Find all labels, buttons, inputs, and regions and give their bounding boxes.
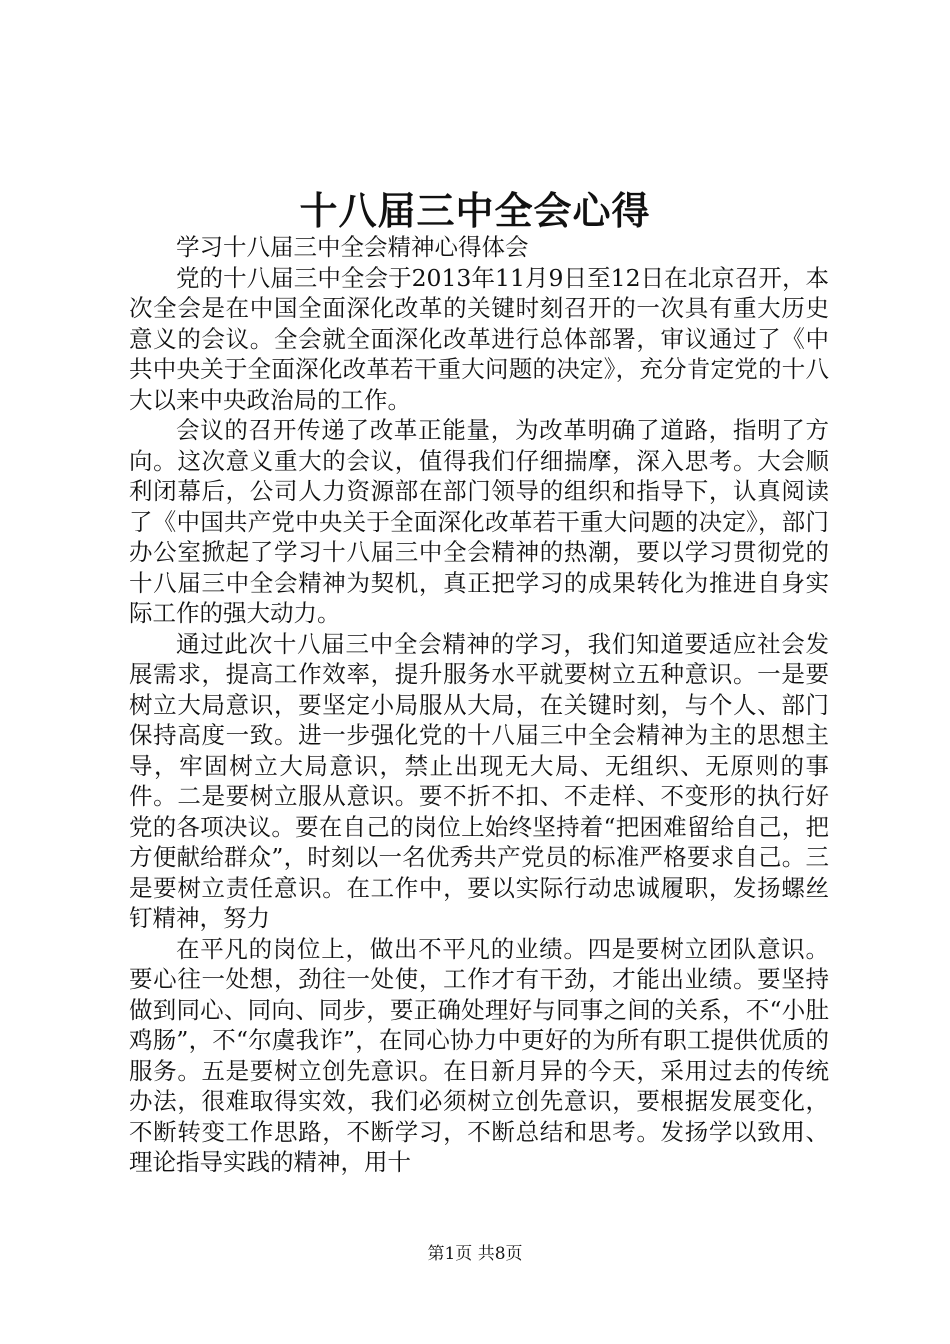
page-number-footer: 第1页 共8页 [427,1244,523,1264]
body-paragraph-4: 在平凡的岗位上，做出不平凡的业绩。四是要树立团队意识。要心往一处想，劲往一处使，工作才有干劲，才能出业绩。要坚持做到同心、同向、同步，要正确处理好与同事之间的关系，不“小肚鸡肠”，不“尔虞我诈”，在同心协力中更好的为所有职工提供优质的服务。五是要树立创先意识。在日新月异的今天，采用过去的传统办法，很难取得实效，我们必须树立创先意识，要根据发展变化，不断转变工作思路，不断学习，不断总结和思考。发扬学以致用、理论指导实践的精神，用十 [129,934,829,1176]
document-title: 十八届三中全会心得 [299,188,651,233]
document-body [129,232,829,1178]
body-paragraph-1: 党的十八届三中全会于2013年11月9日至12日在北京召开，本次全会是在中国全面深化改革的关键时刻召开的一次具有重大历史意义的会议。全会就全面深化改革进行总体部署，审议通过了《中共中央关于全面深化改革若干重大问题的决定》，充分肯定党的十八大以来中央政治局的工作。 [129,263,829,414]
subtitle-paragraph: 学习十八届三中全会精神心得体会 [176,233,529,261]
body-paragraph-2: 会议的召开传递了改革正能量，为改革明确了道路，指明了方向。这次意义重大的会议，值得我们仔细揣摩，深入思考。大会顺利闭幕后，公司人力资源部在部门领导的组织和指导下，认真阅读了《中国共产党中央关于全面深化改革若干重大问题的决定》，部门办公室掀起了学习十八届三中全会精神的热潮，要以学习贯彻党的十八届三中全会精神为契机，真正把学习的成果转化为推进自身实际工作的强大动力。 [129,416,829,627]
body-paragraph-3: 通过此次十八届三中全会精神的学习，我们知道要适应社会发展需求，提高工作效率，提升服务水平就要树立五种意识。一是要树立大局意识，要坚定小局服从大局，在关键时刻，与个人、部门保持高度一致。进一步强化党的十八届三中全会精神为主的思想主导，牢固树立大局意识，禁止出现无大局、无组织、无原则的事件。二是要树立服从意识。要不折不扣、不走样、不变形的执行好党的各项决议。要在自己的岗位上始终坚持着“把困难留给自己，把方便献给群众”，时刻以一名优秀共产党员的标准严格要求自己。三是要树立责任意识。在工作中，要以实际行动忠诚履职，发扬螺丝钉精神，努力 [129,629,829,932]
